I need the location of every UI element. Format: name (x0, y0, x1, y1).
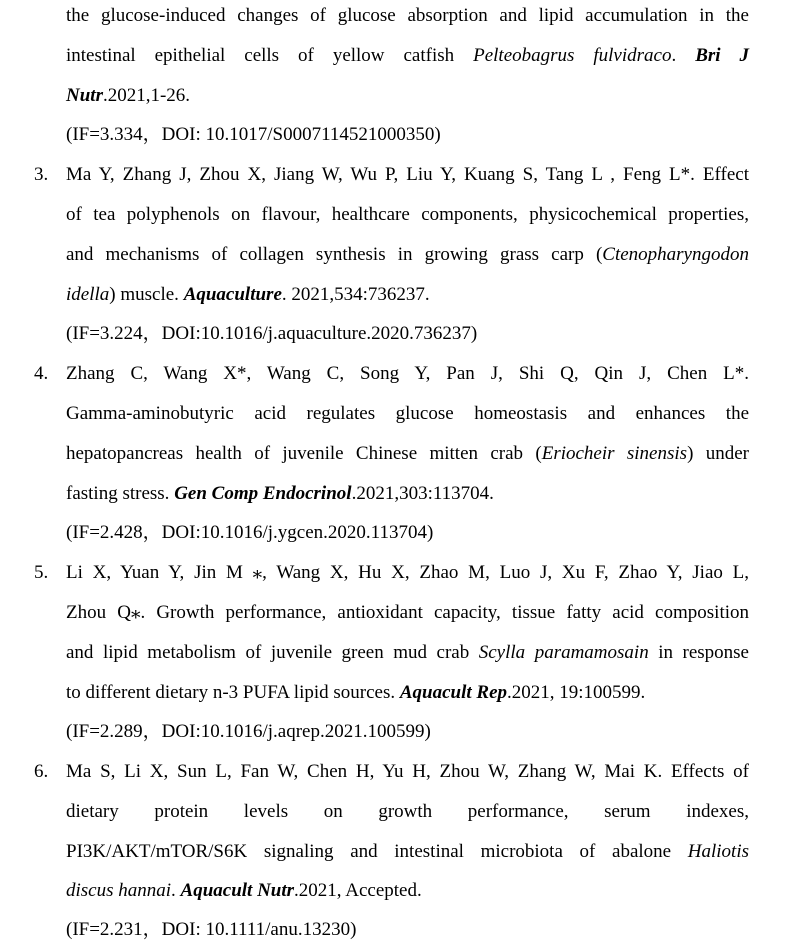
entry6-line1: Ma S, Li X, Sun L, Fan W, Chen H, Yu H, Zhou W, Zhang W, Mai K. Effects of (66, 761, 749, 782)
entry3-number: 3. (34, 164, 49, 185)
journal-name: Bri J (695, 45, 749, 66)
journal-name: Aquacult Nutr (180, 880, 295, 901)
entry5-impact-doi: (IF=2.289，DOI:10.1016/j.aqrep.2021.100599) (66, 721, 431, 742)
species-name: idella (66, 284, 110, 305)
species-name: Ctenopharyngodon (602, 244, 749, 265)
entry2-impact-doi: (IF=3.334，DOI: 10.1017/S0007114521000350) (66, 124, 441, 145)
entry6-line4: discus hannai. Aquacult Nutr.2021, Accepted. (66, 880, 422, 901)
journal-name: Gen Comp Endocrinol (174, 483, 352, 504)
entry3-impact-doi: (IF=3.224，DOI:10.1016/j.aquaculture.2020.736237) (66, 323, 478, 344)
entry5-number: 5. (34, 562, 49, 583)
species-name: discus hannai (66, 880, 172, 901)
entry3-line3: and mechanisms of collagen synthesis in growing grass carp (Ctenopharyngodon (66, 244, 749, 265)
entry6-line2: dietary protein levels on growth performance, serum indexes, (66, 801, 749, 822)
entry5-line2: Zhou Q⁎. Growth performance, antioxidant capacity, tissue fatty acid composition (66, 602, 749, 623)
species-name: Haliotis (687, 841, 749, 862)
entry3-line1: Ma Y, Zhang J, Zhou X, Jiang W, Wu P, Liu Y, Kuang S, Tang L , Feng L*. Effect (66, 164, 749, 185)
entry4-line1: Zhang C, Wang X*, Wang C, Song Y, Pan J, Shi Q, Qin J, Chen L*. (66, 363, 749, 384)
entry4-line2: Gamma-aminobutyric acid regulates glucose homeostasis and enhances the (66, 403, 749, 424)
entry5-line4: to different dietary n-3 PUFA lipid sources. Aquacult Rep.2021, 19:100599. (66, 682, 646, 703)
journal-name: Nutr (66, 85, 103, 106)
entry2-line2: intestinal epithelial cells of yellow catfish Pelteobagrus fulvidraco. Bri J (66, 45, 749, 66)
entry3-line4: idella) muscle. Aquaculture. 2021,534:736237. (66, 284, 430, 305)
entry4-number: 4. (34, 363, 49, 384)
entry4-line3: hepatopancreas health of juvenile Chinese mitten crab (Eriocheir sinensis) under (66, 443, 749, 464)
species-name: Eriocheir sinensis (541, 443, 688, 464)
entry2-line3: Nutr.2021,1-26. (66, 85, 191, 106)
entry6-number: 6. (34, 761, 49, 782)
entry5-line1: Li X, Yuan Y, Jin M ⁎, Wang X, Hu X, Zhao M, Luo J, Xu F, Zhao Y, Jiao L, (66, 562, 749, 583)
journal-name: Aquacult Rep (399, 682, 508, 703)
entry4-impact-doi: (IF=2.428，DOI:10.1016/j.ygcen.2020.113704) (66, 522, 434, 543)
entry5-line3: and lipid metabolism of juvenile green mud crab Scylla paramamosain in response (66, 642, 749, 663)
journal-name: Aquaculture (183, 284, 282, 305)
entry2-line1: the glucose-induced changes of glucose absorption and lipid accumulation in the (66, 5, 749, 26)
species-name: Scylla paramamosain (478, 642, 649, 663)
entry6-line3: PI3K/AKT/mTOR/S6K signaling and intestinal microbiota of abalone Haliotis (66, 841, 749, 862)
entry6-impact-doi: (IF=2.231，DOI: 10.1111/anu.13230) (66, 919, 357, 940)
entry4-line4: fasting stress. Gen Comp Endocrinol.2021,303:113704. (66, 483, 494, 504)
species-name: Pelteobagrus fulvidraco (473, 45, 672, 66)
entry3-line2: of tea polyphenols on flavour, healthcare components, physicochemical properties, (66, 204, 749, 225)
